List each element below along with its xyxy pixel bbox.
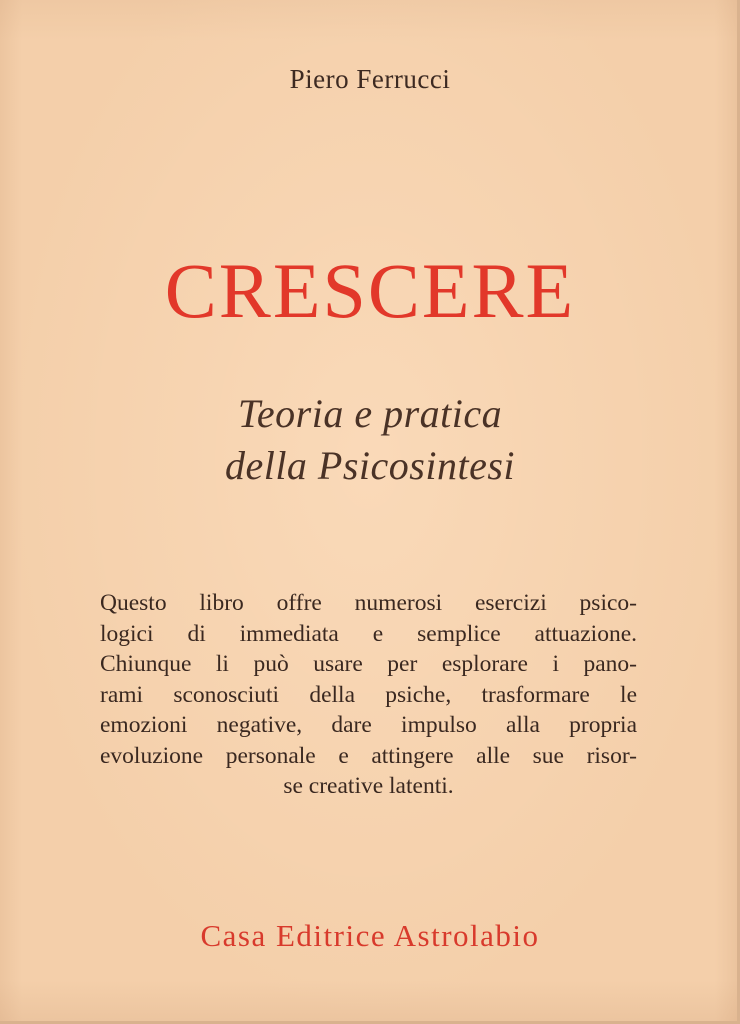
blurb-line: Questo libro offre numerosi esercizi psico- xyxy=(100,590,637,616)
blurb-line: se creative latenti. xyxy=(283,773,454,799)
blurb-line: rami sconosciuti della psiche, trasformare le xyxy=(100,681,637,708)
blurb-line: Chiunque li può usare per esplorare i pano- xyxy=(100,651,637,677)
book-title: CRESCERE xyxy=(164,247,576,334)
subtitle-line: Teoria e pratica xyxy=(237,391,503,436)
author-name: Piero Ferrucci xyxy=(289,64,451,94)
description-blurb xyxy=(100,588,637,802)
book-subtitle xyxy=(0,388,740,492)
publisher-name: Casa Editrice Astrolabio xyxy=(200,918,540,953)
blurb-line: logici di immediata e semplice attuazione. xyxy=(100,620,637,647)
blurb-line: emozioni negative, dare impulso alla propria xyxy=(100,712,637,738)
subtitle-line: della Psicosintesi xyxy=(224,443,516,488)
blurb-line: evoluzione personale e attingere alle sue risor- xyxy=(100,742,637,769)
